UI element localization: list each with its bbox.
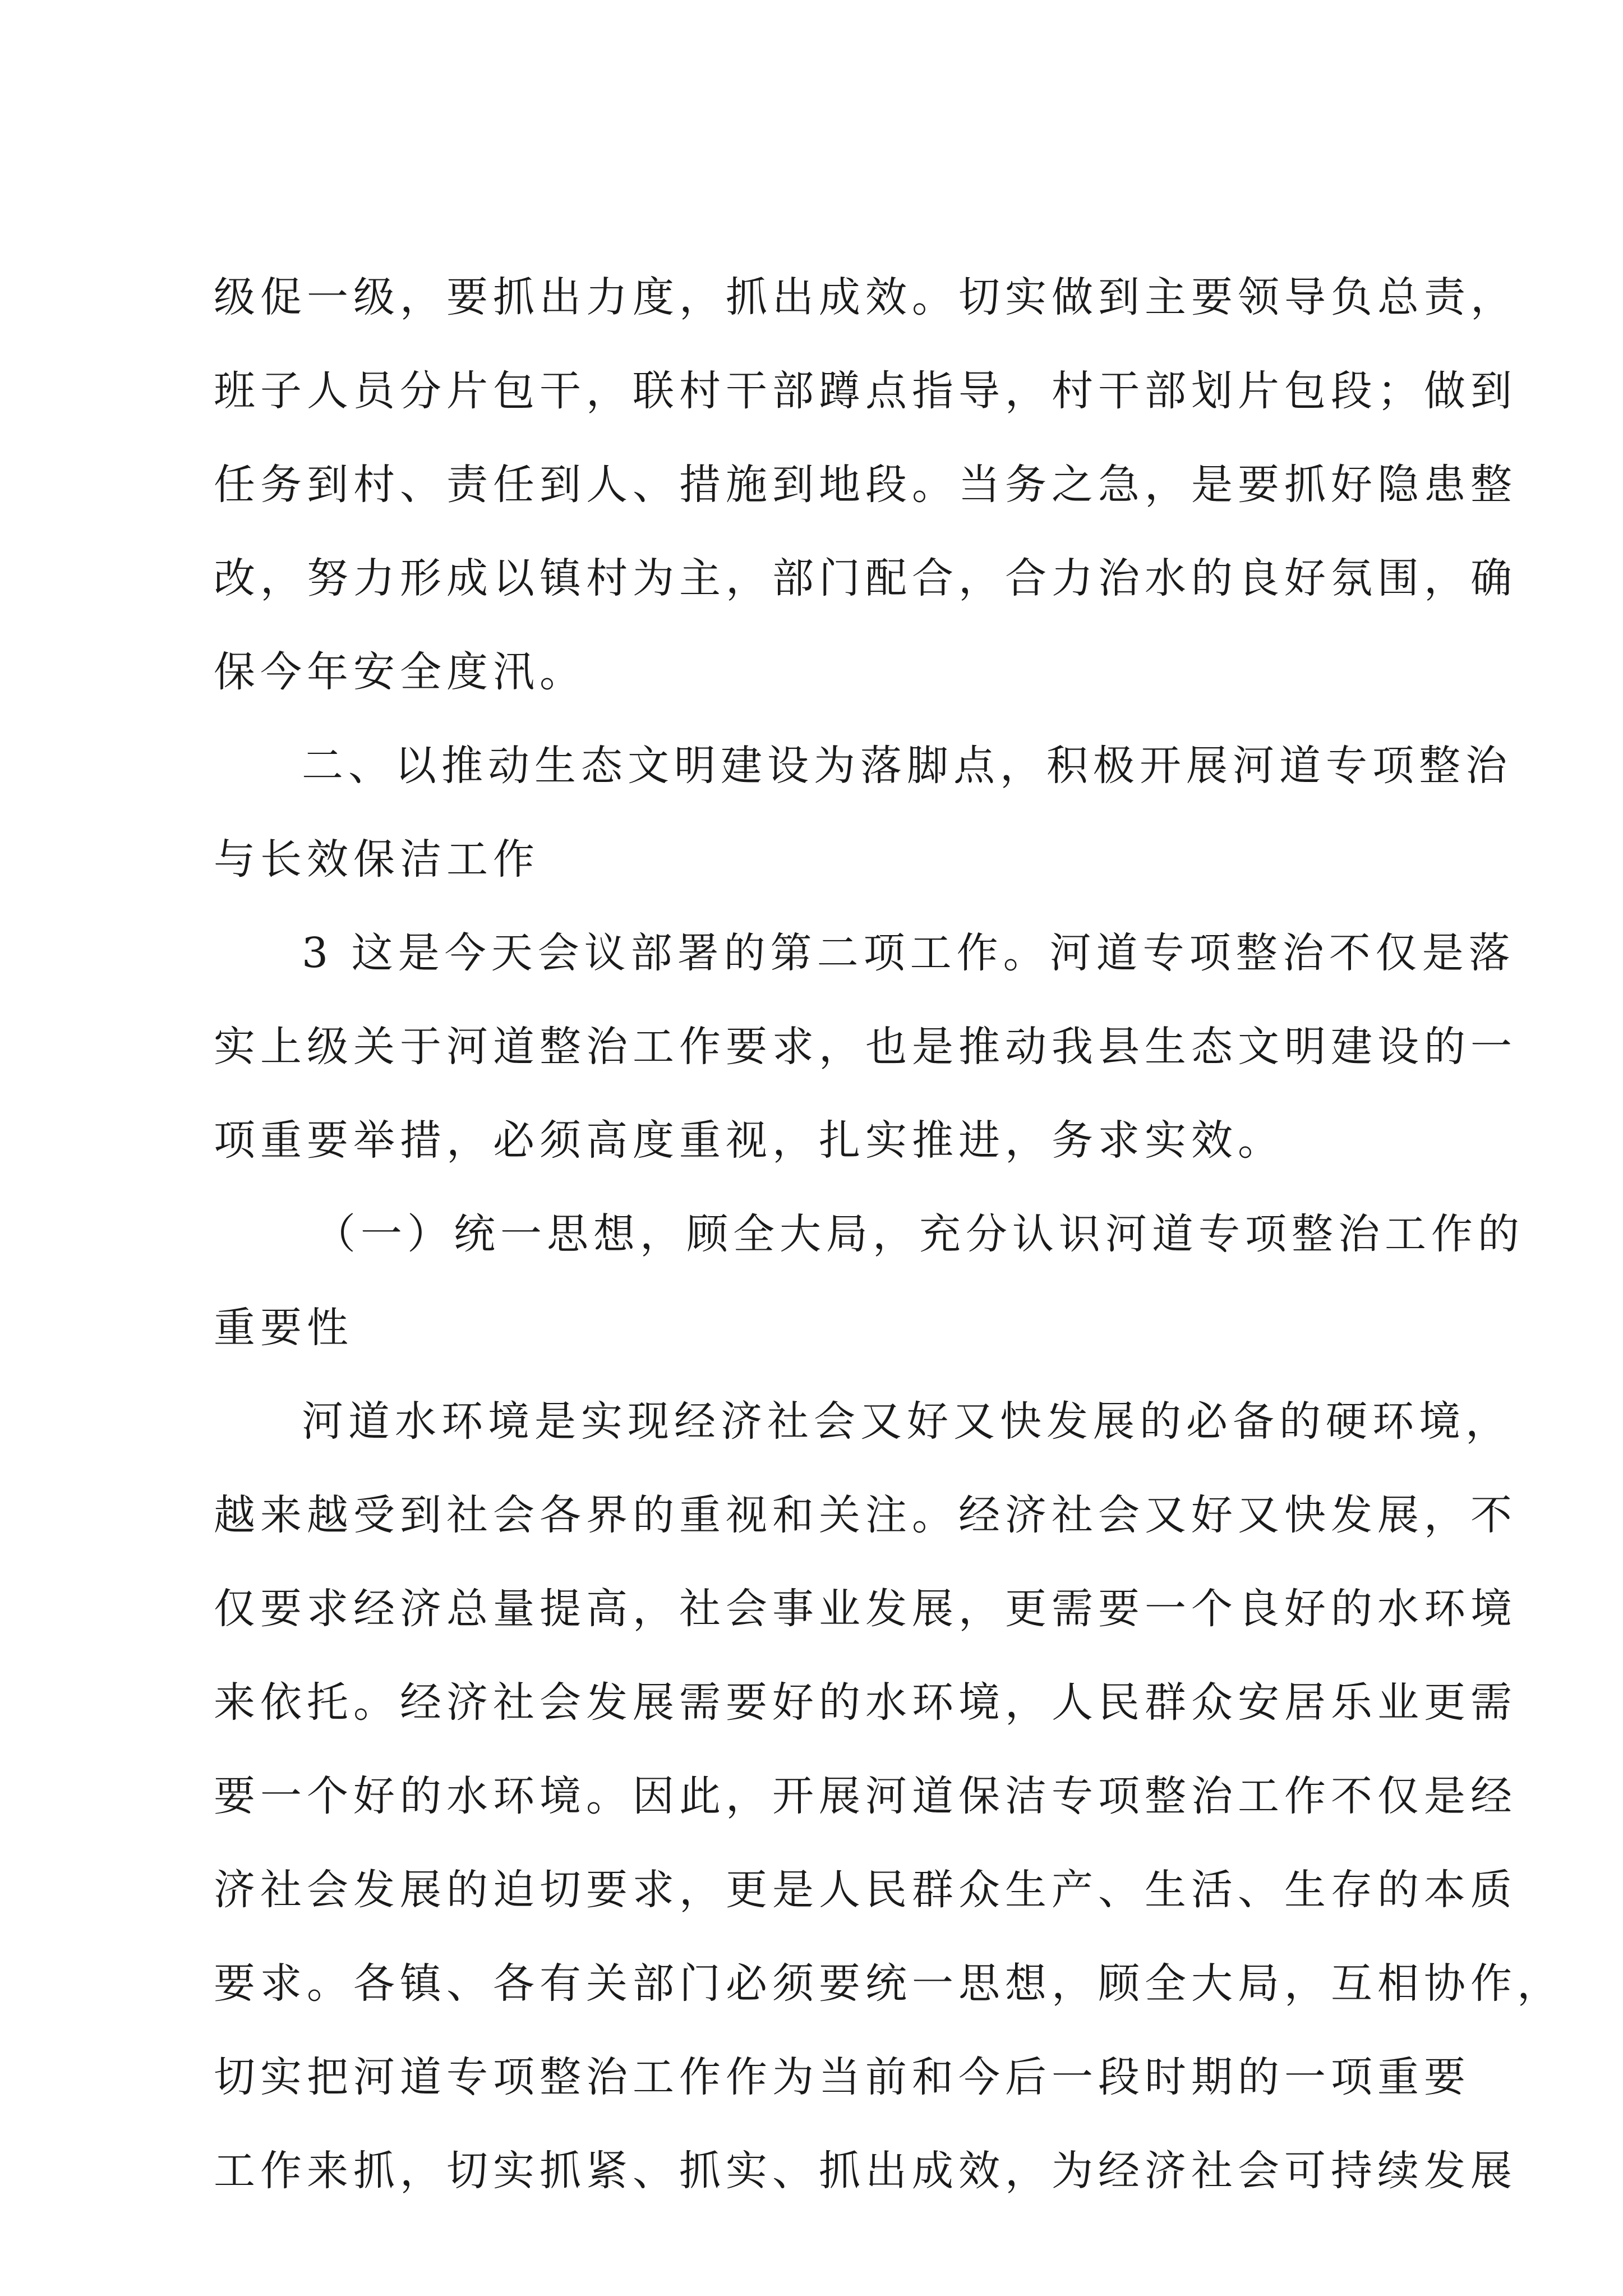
body-text-line: 项重要举措，必须高度重视，扎实推进，务求实效。: [214, 1116, 1284, 1165]
body-text-line: 济社会发展的迫切要求，更是人民群众生产、生活、生存的本质: [214, 1866, 1517, 1914]
body-text-line: 级促一级，要抓出力度，抓出成效。切实做到主要领导负总责，: [214, 273, 1517, 321]
body-text-line: 工作来抓，切实抓紧、抓实、抓出成效，为经济社会可持续发展: [214, 2147, 1517, 2195]
body-text-line: 任务到村、责任到人、措施到地段。当务之急，是要抓好隐患整: [214, 461, 1517, 509]
body-text-line: 3 这是今天会议部署的第二项工作。河道专项整治不仅是落: [302, 929, 1515, 977]
subsection-heading: （一）统一思想，顾全大局，充分认识河道专项整治工作的: [314, 1210, 1524, 1258]
body-text-line: 保今年安全度汛。: [214, 648, 586, 696]
body-text-line: 改，努力形成以镇村为主，部门配合，合力治水的良好氛围，确: [214, 554, 1517, 602]
body-text-line: 切实把河道专项整治工作作为当前和今后一段时期的一项重要: [214, 2053, 1470, 2101]
subsection-heading-continued: 重要性: [214, 1304, 353, 1352]
body-text-line: 来依托。经济社会发展需要好的水环境，人民群众安居乐业更需: [214, 1678, 1517, 1727]
body-text-line: 河道水环境是实现经济社会又好又快发展的必备的硬环境，: [302, 1397, 1512, 1446]
section-heading: 二、以推动生态文明建设为落脚点，积极开展河道专项整治: [302, 742, 1512, 790]
body-text-line: 要一个好的水环境。因此，开展河道保洁专项整治工作不仅是经: [214, 1772, 1517, 1820]
body-text-line: 实上级关于河道整治工作要求，也是推动我县生态文明建设的一: [214, 1023, 1517, 1071]
body-text-line: 仅要求经济总量提高，社会事业发展，更需要一个良好的水环境: [214, 1585, 1517, 1633]
section-heading-continued: 与长效保洁工作: [214, 835, 540, 884]
body-text-line: 班子人员分片包干，联村干部蹲点指导，村干部划片包段；做到: [214, 367, 1517, 415]
body-text-line: 要求。各镇、各有关部门必须要统一思想，顾全大局，互相协作，: [214, 1959, 1564, 2008]
body-text-line: 越来越受到社会各界的重视和关注。经济社会又好又快发展，不: [214, 1491, 1517, 1539]
